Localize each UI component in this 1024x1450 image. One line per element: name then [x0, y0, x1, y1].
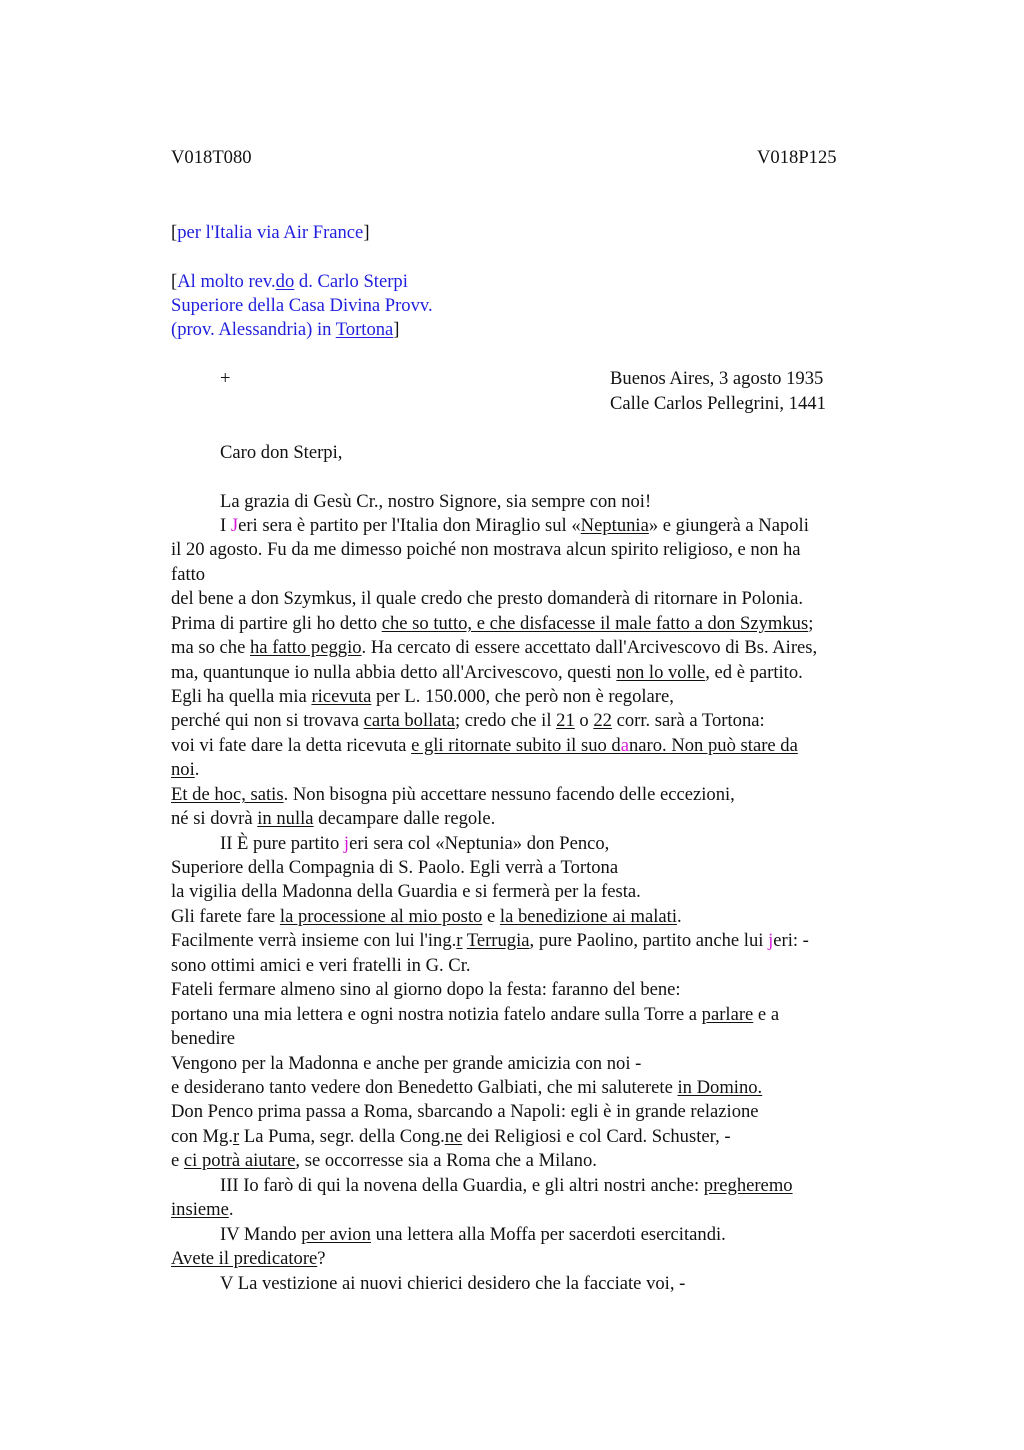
letter-line-5: Prima di partire gli ho detto che so tutto, e che disfacesse il male fatto a don Szymkus; — [171, 613, 814, 634]
letter-line-17: Gli farete fare la processione al mio posto e la benedizione ai malati. — [171, 906, 682, 927]
letter-line-22: benedire — [171, 1028, 236, 1049]
letter-line-29: insieme. — [171, 1199, 234, 1220]
letter-line-19: sono ottimi amici e veri fratelli in G. Cr. — [171, 955, 471, 976]
blessing-line: La grazia di Gesù Cr., nostro Signore, sia sempre con noi! — [220, 491, 652, 512]
letter-line-20: Fateli fermare almeno sino al giorno dopo la festa: faranno del bene: — [171, 979, 681, 1000]
letter-line-2: il 20 agosto. Fu da me dimesso poiché non mostrava alcun spirito religioso, e non ha — [171, 539, 801, 560]
letter-line-4: del bene a don Szymkus, il quale credo che presto domanderà di ritornare in Polonia. — [171, 588, 803, 609]
letter-line-14: II È pure partito jeri sera col «Neptunia» don Penco, — [220, 833, 610, 854]
address-line-3: (prov. Alessandria) in Tortona] — [171, 319, 400, 340]
letter-line-7: ma, quantunque io nulla abbia detto all'Arcivescovo, questi non lo volle, ed è partito. — [171, 662, 803, 683]
letter-line-24: e desiderano tanto vedere don Benedetto Galbiati, che mi saluterete in Domino. — [171, 1077, 763, 1098]
letter-line-31: Avete il predicatore? — [171, 1248, 326, 1269]
cross-mark: + — [220, 368, 231, 389]
letter-line-6: ma so che ha fatto peggio. Ha cercato di essere accettato dall'Arcivescovo di Bs. Aires, — [171, 637, 818, 658]
letter-line-3: fatto — [171, 564, 206, 585]
letter-line-9: perché qui non si trovava carta bollata; credo che il 21 o 22 corr. sarà a Tortona: — [171, 710, 765, 731]
letter-line-11: noi. — [171, 759, 200, 780]
letter-line-30: IV Mando per avion una lettera alla Moffa per sacerdoti esercitandi. — [220, 1224, 726, 1245]
document-code-right: V018P125 — [757, 147, 837, 168]
letter-line-10: voi vi fate dare la detta ricevuta e gli ritornate subito il suo danaro. Non può stare da — [171, 735, 798, 756]
letter-line-12: Et de hoc, satis. Non bisogna più accettare nessuno facendo delle eccezioni, — [171, 784, 735, 805]
address-line-1: [Al molto rev.do d. Carlo Sterpi — [171, 271, 408, 292]
letter-line-23: Vengono per la Madonna e anche per grande amicizia con noi - — [171, 1053, 642, 1074]
letter-line-26: con Mg.r La Puma, segr. della Cong.ne dei Religiosi e col Card. Schuster, - — [171, 1126, 731, 1147]
address-street: Calle Carlos Pellegrini, 1441 — [610, 393, 826, 414]
letter-line-28: III Io farò di qui la novena della Guardia, e gli altri nostri anche: pregheremo — [220, 1175, 793, 1196]
letter-line-18: Facilmente verrà insieme con lui l'ing.r Terrugia, pure Paolino, partito anche lui jeri: - — [171, 930, 809, 951]
greeting: Caro don Sterpi, — [220, 442, 343, 463]
letter-line-21: portano una mia lettera e ogni nostra notizia fatelo andare sulla Torre a parlare e a — [171, 1004, 780, 1025]
address-line-2: Superiore della Casa Divina Provv. — [171, 295, 433, 316]
letter-line-16: la vigilia della Madonna della Guardia e si fermerà per la festa. — [171, 881, 641, 902]
letter-line-32: V La vestizione ai nuovi chierici desidero che la facciate voi, - — [220, 1273, 686, 1294]
letter-line-27: e ci potrà aiutare, se occorresse sia a Roma che a Milano. — [171, 1150, 597, 1171]
place-date: Buenos Aires, 3 agosto 1935 — [610, 368, 824, 389]
airmail-note: [per l'Italia via Air France] — [171, 222, 370, 243]
letter-line-15: Superiore della Compagnia di S. Paolo. Egli verrà a Tortona — [171, 857, 619, 878]
letter-line-25: Don Penco prima passa a Roma, sbarcando a Napoli: egli è in grande relazione — [171, 1101, 759, 1122]
document-code-left: V018T080 — [171, 147, 252, 168]
letter-line-1: I Jeri sera è partito per l'Italia don Miraglio sul «Neptunia» e giungerà a Napoli — [220, 515, 809, 536]
letter-line-8: Egli ha quella mia ricevuta per L. 150.000, che però non è regolare, — [171, 686, 674, 707]
letter-line-13: né si dovrà in nulla decampare dalle regole. — [171, 808, 496, 829]
